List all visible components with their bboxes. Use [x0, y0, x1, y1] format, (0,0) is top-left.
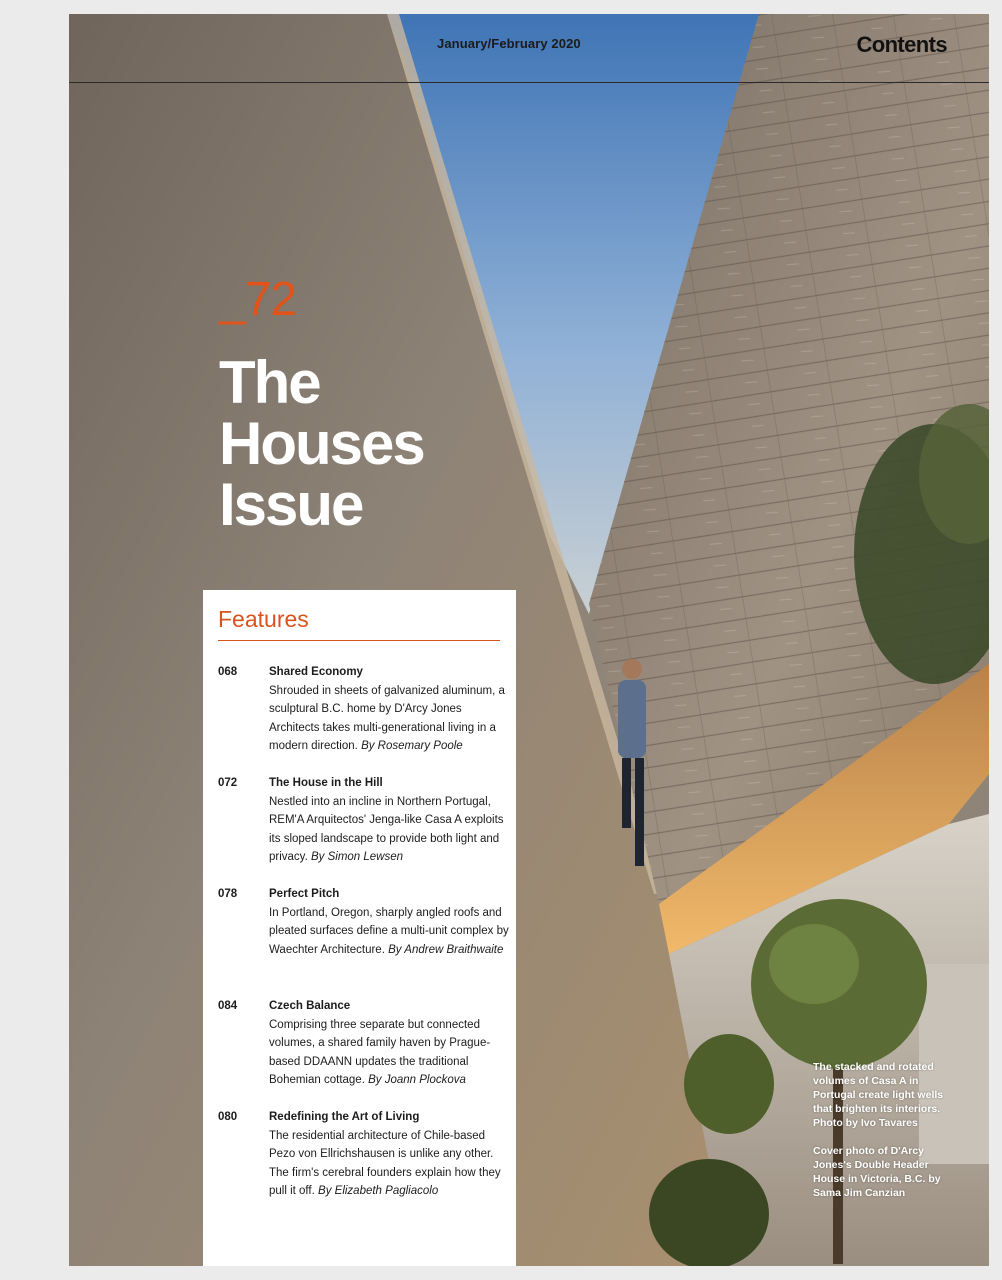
feature-page-number: 084	[218, 1000, 238, 1012]
feature-description: Comprising three separate but connected volumes, a shared family haven by Prague-based DDAANN updates the traditional Bohemian cottage.	[269, 1018, 491, 1087]
feature-title: Redefining the Art of Living	[269, 1111, 420, 1123]
issue-date: January/February 2020	[437, 36, 581, 51]
feature-author: By Joann Plockova	[368, 1074, 466, 1087]
feature-title: Shared Economy	[269, 666, 363, 678]
feature-description: The residential architecture of Chile-based Pezo von Ellrichshausen is unlike any other. The firm's cerebral founders explain how they pull it off.	[269, 1129, 501, 1198]
header-rule	[69, 82, 989, 83]
feature-author: By Elizabeth Pagliacolo	[318, 1185, 439, 1198]
features-heading: Features	[218, 606, 309, 632]
issue-title-line: Issue	[219, 471, 363, 538]
feature-page-number: 072	[218, 777, 238, 789]
issue-title-line: The	[219, 349, 320, 416]
features-rule	[218, 640, 500, 641]
feature-page-number: 080	[218, 1111, 238, 1123]
cover-caption: Cover photo of D'Arcy Jones's Double Header House in Victoria, B.C. by Sama Jim Canzian	[813, 1145, 941, 1199]
features-panel	[203, 590, 516, 1266]
feature-author: By Simon Lewsen	[310, 851, 404, 864]
feature-description: In Portland, Oregon, sharply angled roofs and pleated surfaces define a multi-unit complex by Waechter Architecture.	[269, 906, 509, 956]
issue-number: _72	[219, 273, 297, 326]
feature-page-number: 078	[218, 888, 238, 900]
magazine-page	[69, 14, 989, 1266]
feature-description: Nestled into an incline in Northern Portugal, REM'A Arquitectos' Jenga-like Casa A exploits its sloped landscape to provide both light and privacy.	[269, 795, 504, 864]
section-title: Contents	[856, 32, 947, 57]
feature-title: Czech Balance	[269, 1000, 351, 1012]
photo-captions	[813, 1060, 953, 1214]
feature-description: Shrouded in sheets of galvanized aluminum, a sculptural B.C. home by D'Arcy Jones Architects takes multi-generational living in a modern direction.	[269, 684, 505, 753]
feature-author: By Rosemary Poole	[361, 740, 463, 753]
feature-title: Perfect Pitch	[269, 888, 340, 900]
photo-caption: The stacked and rotated volumes of Casa A in Portugal create light wells that brighten its interiors. Photo by Ivo Tavares	[813, 1061, 944, 1129]
issue-title	[219, 349, 519, 538]
feature-title: The House in the Hill	[269, 777, 383, 789]
issue-title-line: Houses	[219, 410, 424, 477]
feature-page-number: 068	[218, 666, 238, 678]
feature-author: By Andrew Braithwaite	[388, 943, 504, 956]
